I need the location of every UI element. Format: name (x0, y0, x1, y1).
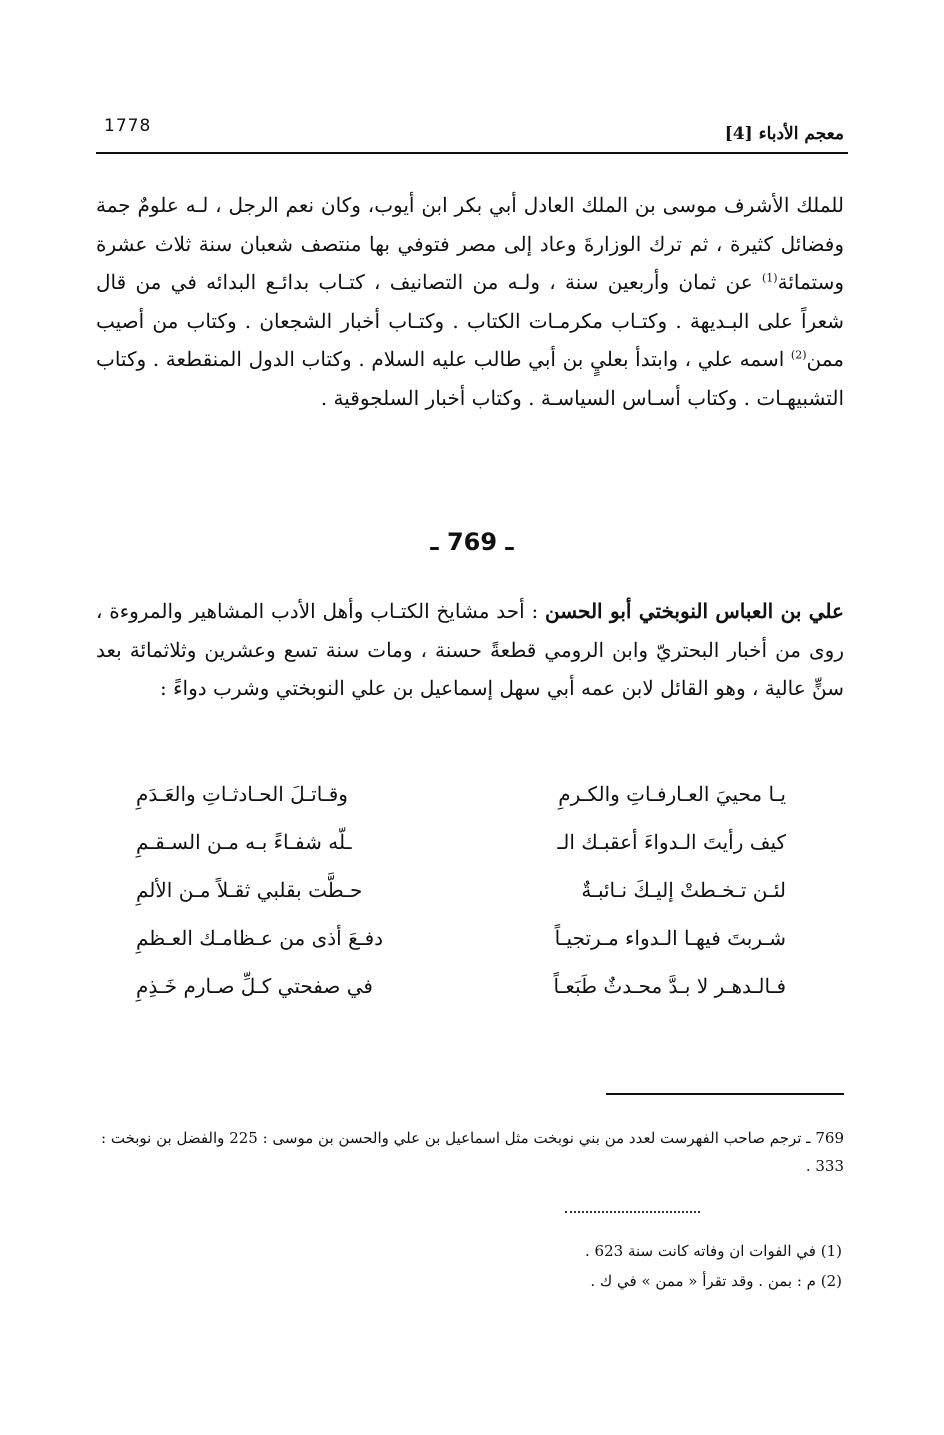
first-hemistich: فـالـدهـر لا بـدَّ محـدثٌ طَبَعـاً (553, 974, 786, 998)
entry-number: ـ 769 ـ (430, 528, 514, 556)
footnote-item: (2) م : بمن . وقد تقرأ « ممن » في ك . (590, 1272, 842, 1290)
page-number: 1778 (104, 116, 152, 136)
poem-verse (136, 926, 786, 974)
page-header (96, 112, 848, 152)
poem-verse (136, 878, 786, 926)
second-hemistich: في صفحتي كـلِّ صـارم خَـذِمِ (136, 974, 373, 998)
first-hemistich: لئـن تـخـطتْ إليـكَ نـائبـةٌ (581, 878, 786, 902)
footnote-list (400, 1236, 842, 1296)
entry-text: : أحد مشايخ الكتـاب وأهل الأدب المشاهير والمروءة ، روى من أخبار البحتريّ وابن الرومي قطعةً حسنة ، ومات سنة تسع وعشرين وثلاثمائة بعد سنٍّ عالية ، وهو القائل لابن عمه أبي سهل إسماعيل بن علي النوبختي وشرب دواءً : (96, 599, 844, 700)
entry-name: علي بن العباس النوبختي أبو الحسن (544, 599, 844, 623)
running-title: معجم الأدباء [4] (724, 124, 844, 144)
second-hemistich: حـطَّت بقلبي ثقـلاً مـن الألمِ (136, 878, 363, 902)
paragraph-continuation (96, 186, 844, 417)
paragraph-text: للملك الأشرف موسى بن الملك العادل أبي بكر ابن أيوب، وكان نعم الرجل ، لـه علومٌ جمة وفضائل كثيرة ، ثم ترك الوزارةَ وعاد إلى مصر فتوفي بها منتصف شعبان سنة ثلاث عشرة وستمائة (96, 193, 844, 294)
first-hemistich: كيف رأيتَ الـدواءَ أعقبـك الـ (557, 830, 786, 854)
poem (136, 782, 786, 1022)
paragraph-text-c: اسمه علي ، وابتدأ بعليٍ بن أبي طالب عليه السلام . وكتاب الدول المنقطعة . وكتاب التشبيهـات . وكتاب أسـاس السياسـة . وكتاب أخبار السلجوقية . (96, 347, 844, 410)
footnote-separator (606, 1093, 844, 1095)
header-rule (96, 152, 848, 154)
poem-verse (136, 974, 786, 1022)
footnote-ref-1: (1) (762, 271, 778, 285)
second-hemistich: ـلّه شفـاءً بـه مـن السـقـمِ (136, 830, 352, 854)
dotted-separator (565, 1211, 700, 1213)
paragraph-text-b: عن ثمان وأربعين سنة ، ولـه من التصانيف ، كتـاب بدائـع البدائه في من قال شعراً على البـديهة . وكتـاب مكرمـات الكتاب . وكتـاب أخبار الشجعان . وكتاب من أصيب ممن (96, 270, 844, 371)
biography-entry (96, 592, 844, 708)
footnote-item: (1) في الفوات ان وفاته كانت سنة 623 . (585, 1242, 842, 1260)
poem-verse (136, 782, 786, 830)
first-hemistich: شـربتَ فيهـا الـدواء مـرتجيـاً (554, 926, 786, 950)
entry-footnote: 769 ـ ترجم صاحب الفهرست لعدد من بني نوبخت مثل اسماعيل بن علي والحسن بن موسى : 225 والفضل بن نوبخت : 333 . (101, 1129, 844, 1175)
first-hemistich: يـا محييَ العـارفـاتِ والكـرمِ (558, 782, 786, 806)
footnote-ref-2: (2) (790, 348, 807, 362)
second-hemistich: وقـاتـلَ الحـادثـاتِ والعَـدَمِ (136, 782, 348, 806)
second-hemistich: دفـعَ أذى من عـظامـك العـظمِ (136, 926, 384, 950)
poem-verse (136, 830, 786, 878)
